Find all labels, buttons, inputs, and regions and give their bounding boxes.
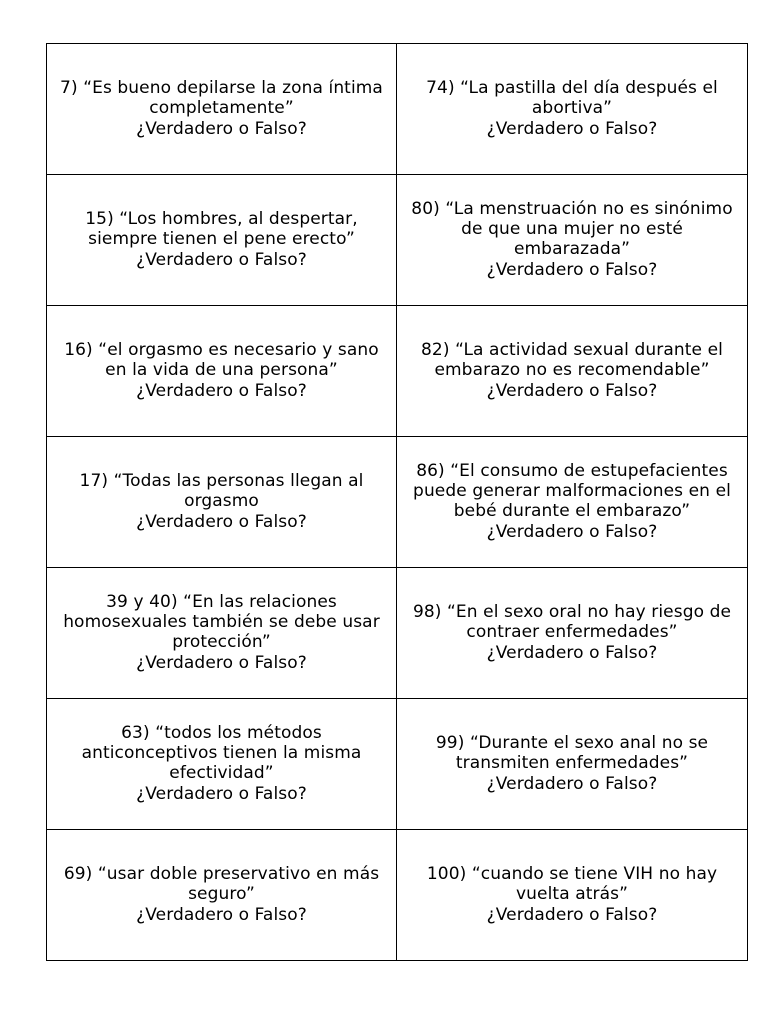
card-statement: 98) “En el sexo oral no hay riesgo de contraer enfermedades”	[412, 602, 732, 642]
card-statement: 69) “usar doble preservativo en más seguro”	[63, 864, 380, 904]
cards-row	[47, 830, 748, 961]
cards-row	[47, 306, 748, 437]
card	[397, 437, 748, 568]
card-statement: 63) “todos los métodos anticonceptivos tienen la misma efectividad”	[81, 723, 362, 783]
cards-row	[47, 175, 748, 306]
card-question: ¿Verdadero o Falso?	[136, 381, 307, 401]
card	[397, 306, 748, 437]
card	[397, 175, 748, 306]
card	[47, 699, 397, 830]
card-question: ¿Verdadero o Falso?	[486, 774, 658, 794]
card-question: ¿Verdadero o Falso?	[136, 784, 307, 804]
card	[397, 830, 748, 961]
card-question: ¿Verdadero o Falso?	[486, 905, 658, 925]
cards-row	[47, 568, 748, 699]
cards-row	[47, 44, 748, 175]
card-question: ¿Verdadero o Falso?	[136, 250, 307, 270]
card	[397, 44, 748, 175]
card-question: ¿Verdadero o Falso?	[486, 260, 658, 280]
cards-row	[47, 699, 748, 830]
card	[47, 568, 397, 699]
card	[397, 568, 748, 699]
card-question: ¿Verdadero o Falso?	[486, 522, 658, 542]
card	[47, 306, 397, 437]
card	[397, 699, 748, 830]
card-statement: 16) “el orgasmo es necesario y sano en la vida de una persona”	[64, 340, 379, 380]
card-statement: 99) “Durante el sexo anal no se transmiten enfermedades”	[435, 733, 709, 773]
card-question: ¿Verdadero o Falso?	[486, 119, 658, 139]
cards-row	[47, 437, 748, 568]
card-question: ¿Verdadero o Falso?	[136, 119, 307, 139]
card-question: ¿Verdadero o Falso?	[136, 653, 307, 673]
card-question: ¿Verdadero o Falso?	[486, 381, 658, 401]
card-statement: 74) “La pastilla del día después el abortiva”	[426, 78, 718, 118]
card-statement: 100) “cuando se tiene VIH no hay vuelta atrás”	[426, 864, 718, 904]
card-question: ¿Verdadero o Falso?	[486, 643, 658, 663]
card	[47, 437, 397, 568]
card	[47, 44, 397, 175]
card	[47, 175, 397, 306]
card-statement: 7) “Es bueno depilarse la zona íntima completamente”	[60, 78, 383, 118]
card-statement: 86) “El consumo de estupefacientes puede generar malformaciones en el bebé durante el embarazo”	[413, 461, 731, 521]
cards-grid	[46, 43, 748, 961]
card-statement: 15) “Los hombres, al despertar, siempre tienen el pene erecto”	[85, 209, 358, 249]
card	[47, 830, 397, 961]
card-statement: 82) “La actividad sexual durante el embarazo no es recomendable”	[421, 340, 723, 380]
card-statement: 17) “Todas las personas llegan al orgasmo	[79, 471, 364, 511]
card-statement: 80) “La menstruación no es sinónimo de que una mujer no esté embarazada”	[411, 199, 733, 259]
card-statement: 39 y 40) “En las relaciones homosexuales también se debe usar protección”	[63, 592, 380, 652]
card-question: ¿Verdadero o Falso?	[136, 512, 307, 532]
card-question: ¿Verdadero o Falso?	[136, 905, 307, 925]
